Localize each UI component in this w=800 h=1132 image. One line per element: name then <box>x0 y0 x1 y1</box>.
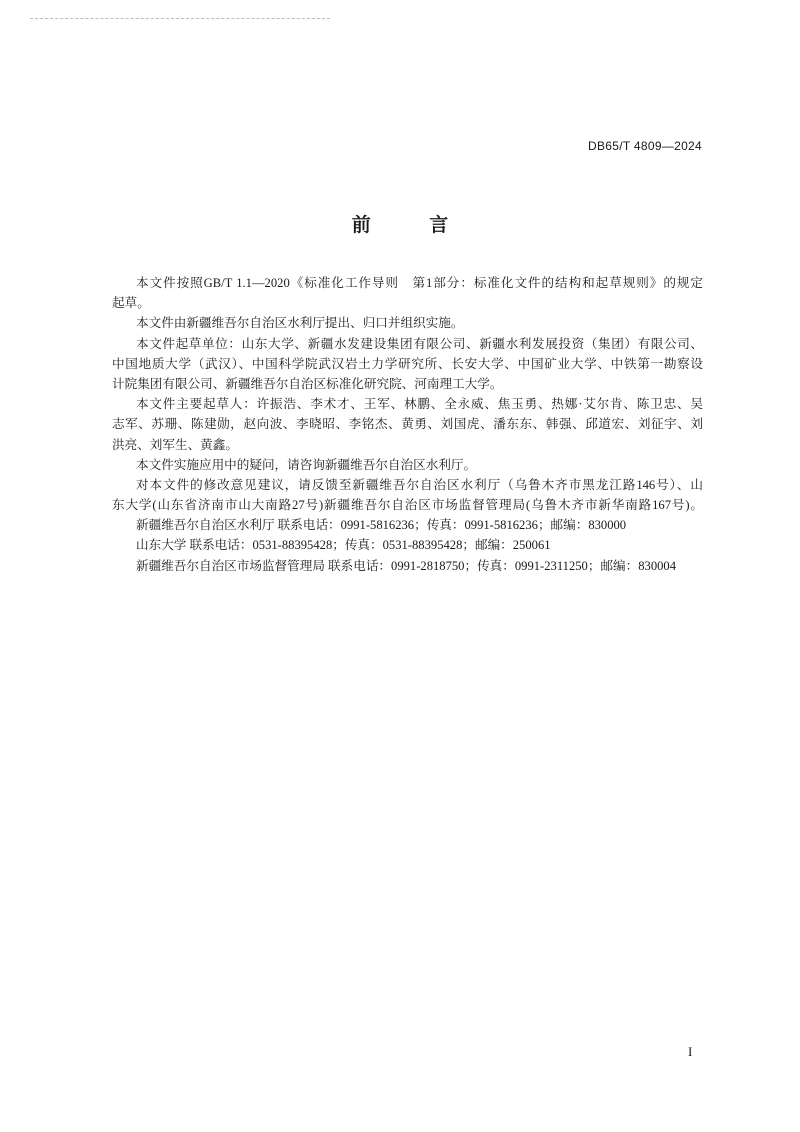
text-line: 新疆维吾尔自治区水利厅 联系电话：0991-5816236；传真：0991-5816236；邮编：830000 <box>136 518 627 533</box>
text-line: 洪亮、刘军生、黄鑫。 <box>112 437 238 452</box>
text-line: 山东大学 联系电话：0531-88395428；传真：0531-88395428；邮编：250061 <box>136 538 551 553</box>
text-line: 中国地质大学（武汉）、中国科学院武汉岩土力学研究所、长安大学、中国矿业大学、中铁第一勘察设 <box>112 356 703 371</box>
text-line: 本文件主要起草人：许振浩、李术才、王军、林鹏、全永威、焦玉勇、热娜·艾尔肯、陈卫忠、吴 <box>136 397 703 412</box>
text-line: 新疆维吾尔自治区市场监督管理局 联系电话：0991-2818750；传真：0991-2311250；邮编：830004 <box>136 558 677 573</box>
document-code: DB65/T 4809—2024 <box>588 139 702 153</box>
text-line: 本文件由新疆维吾尔自治区水利厅提出、归口并组织实施。 <box>136 316 464 331</box>
text-line: 本文件实施应用中的疑问，请咨询新疆维吾尔自治区水利厅。 <box>136 457 477 472</box>
foreword-body <box>112 273 703 576</box>
text-line: 东大学(山东省济南市山大南路27号)新疆维吾尔自治区市场监督管理局(乌鲁木齐市新华南路167号)。 <box>112 498 703 513</box>
text-line: 本文件起草单位：山东大学、新疆水发建设集团有限公司、新疆水利发展投资（集团）有限公司、 <box>136 336 703 351</box>
page-number: I <box>688 1044 693 1059</box>
page-title: 前 言 <box>351 214 475 236</box>
text-line: 志军、苏珊、陈建勋，赵向波、李晓昭、李铭杰、黄勇、刘国虎、潘东东、韩强、邱道宏、刘征宇、刘 <box>112 417 703 432</box>
text-line: 对本文件的修改意见建议，请反馈至新疆维吾尔自治区水利厅（乌鲁木齐市黑龙江路146号）、山 <box>136 477 703 492</box>
text-line: 计院集团有限公司、新疆维吾尔自治区标准化研究院、河南理工大学。 <box>112 376 503 391</box>
text-line: 起草。 <box>112 296 150 311</box>
scan-artifact-line <box>30 18 330 21</box>
text-line: 本文件按照GB/T 1.1—2020《标准化工作导则 第1部分：标准化文件的结构和起草规则》的规定 <box>136 276 703 290</box>
